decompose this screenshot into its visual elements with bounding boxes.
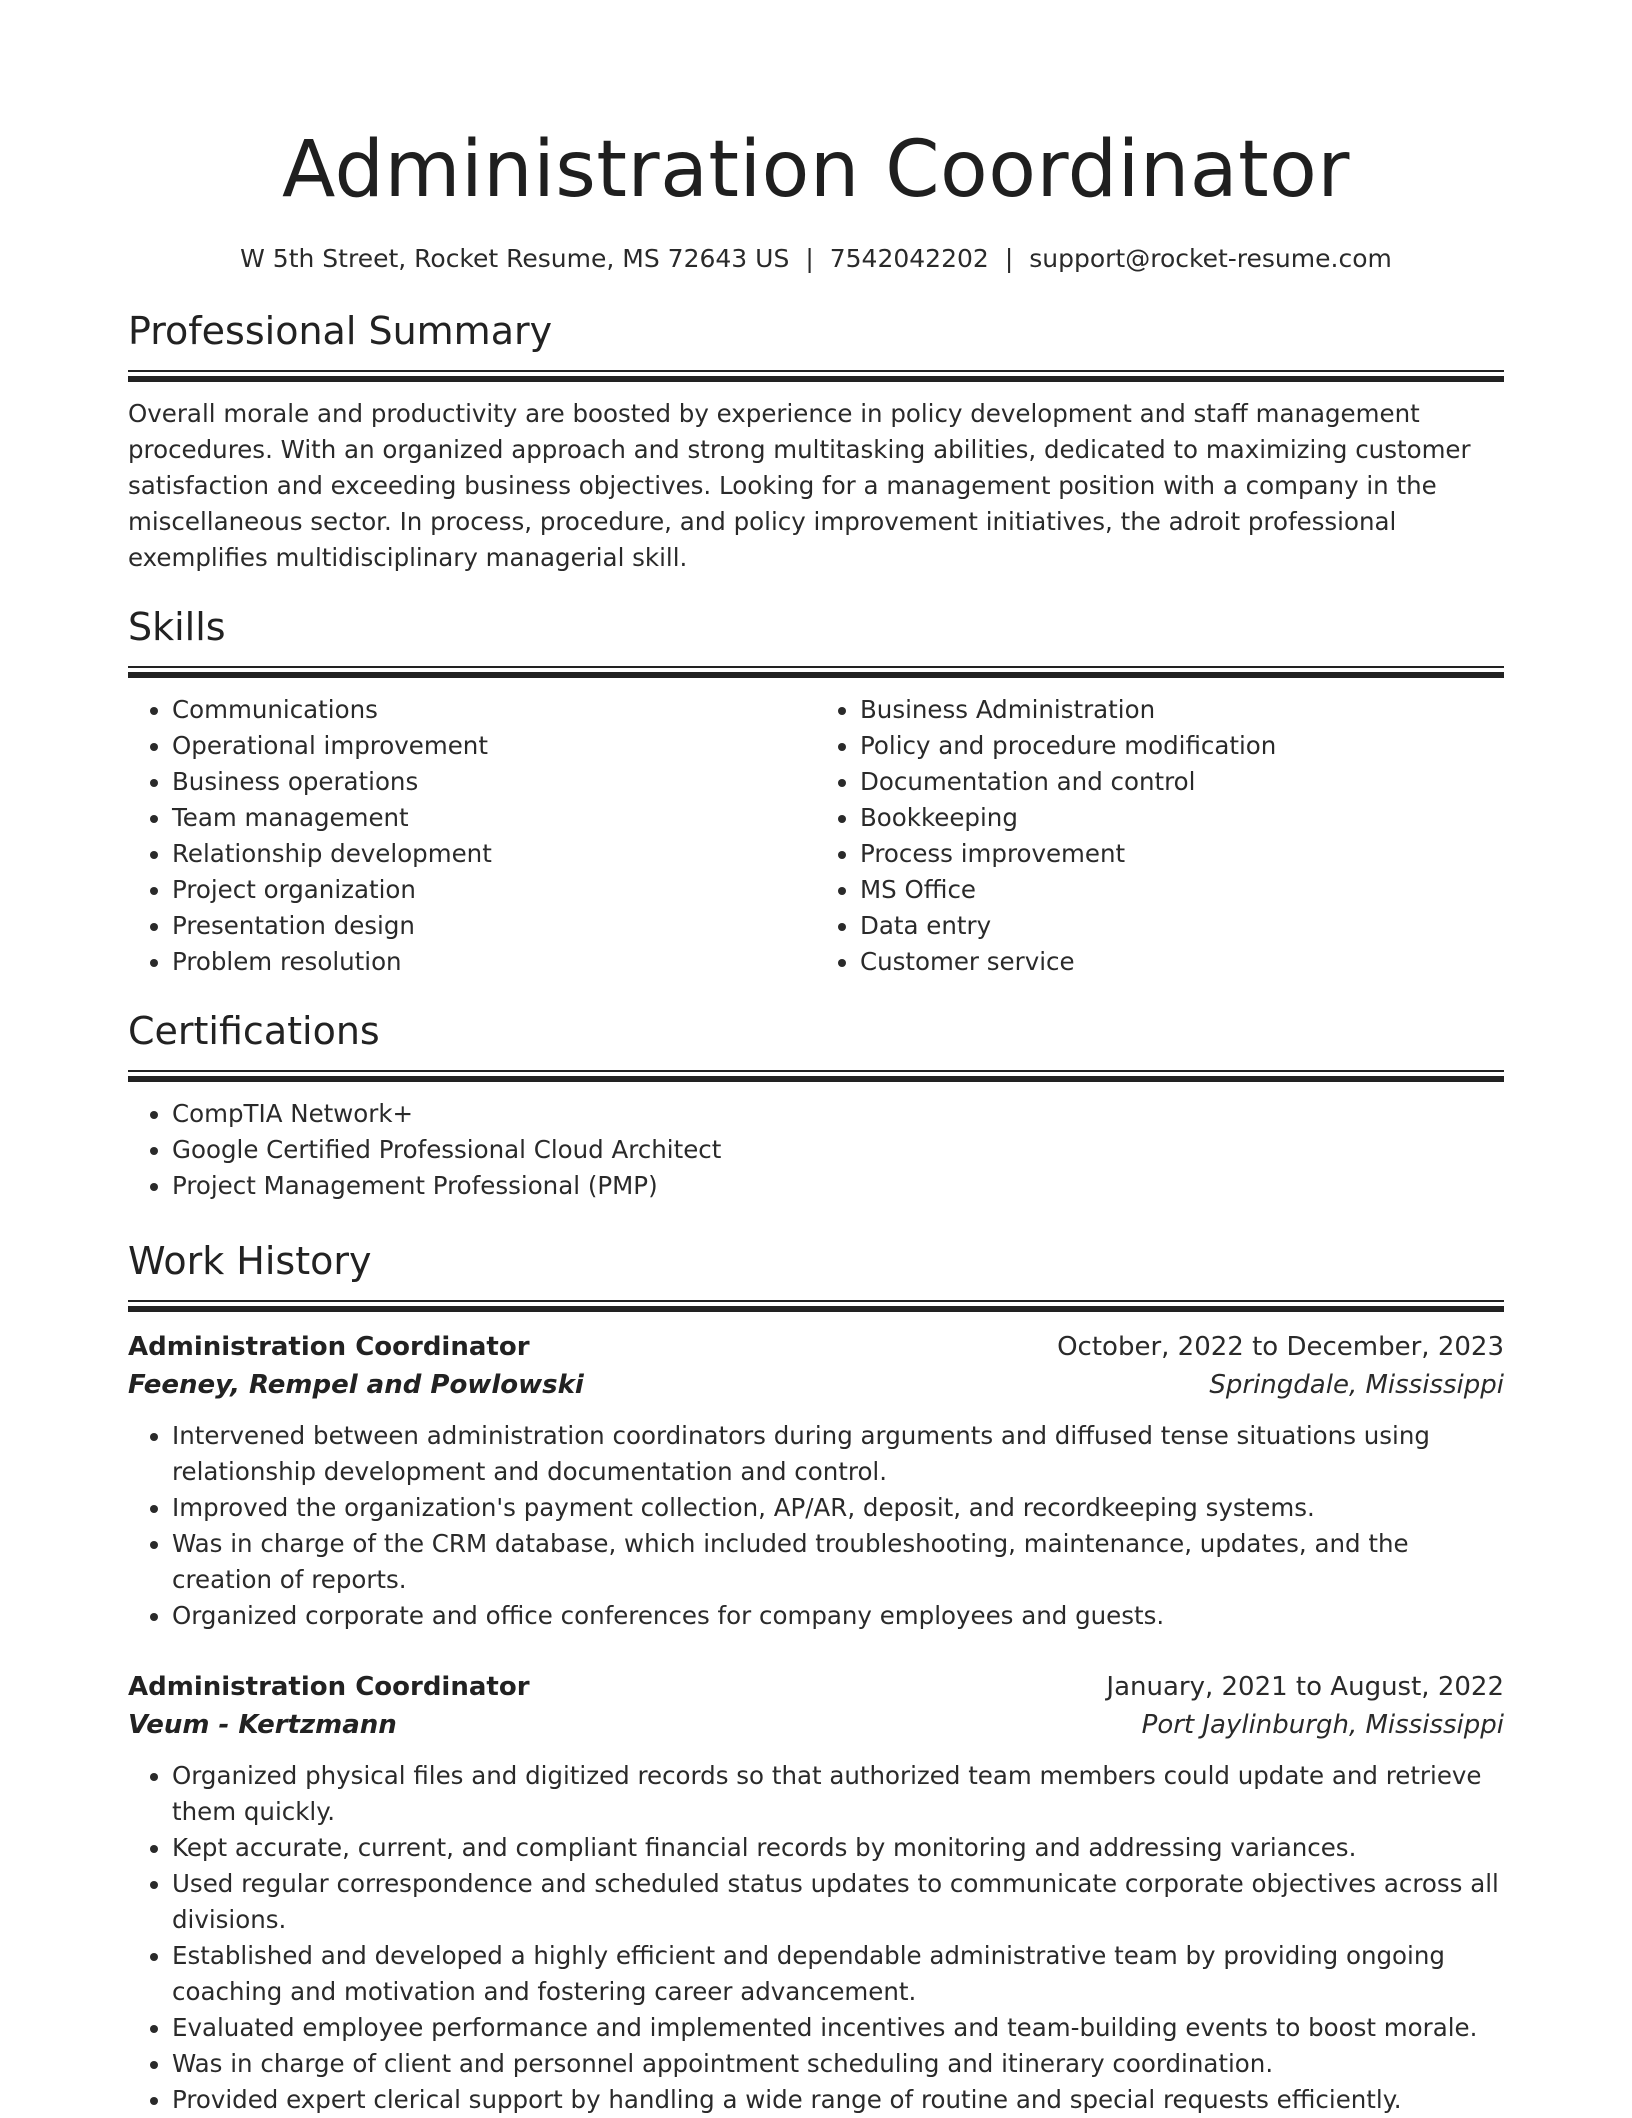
job-company-row xyxy=(128,1706,1504,1744)
section-divider xyxy=(128,666,1504,678)
skill-item: • Business operations xyxy=(172,764,816,800)
contact-address: W 5th Street, Rocket Resume, MS 72643 US xyxy=(240,244,790,273)
section-title-work-history: Work History xyxy=(128,1239,372,1283)
section-divider xyxy=(128,1070,1504,1082)
certifications-section xyxy=(128,1006,1504,1204)
skill-item: • Process improvement xyxy=(860,836,1504,872)
job-header-row xyxy=(128,1668,1504,1706)
skills-list-right xyxy=(816,692,1504,980)
section-title-summary: Professional Summary xyxy=(128,309,553,353)
summary-text: Overall morale and productivity are boosted by experience in policy development and staff management procedures. With an organized approach and strong multitasking abilities, dedicated to maximizing customer satisfaction and exceeding business objectives. Looking for a management position with a company in the miscellaneous sector. In process, procedure, and policy improvement initiatives, the adroit professional exemplifies multidisciplinary managerial skill. xyxy=(128,399,1471,572)
contact-separator: | xyxy=(805,244,814,273)
skill-item: • Business Administration xyxy=(860,692,1504,728)
job-bullet: • Intervened between administration coordinators during arguments and diffused tense situations using relationship development and documentation and control. xyxy=(172,1418,1504,1490)
skill-item: • Team management xyxy=(172,800,816,836)
skill-item: • Policy and procedure modification xyxy=(860,728,1504,764)
contact-line xyxy=(128,242,1504,276)
job-bullet: • Improved the organization's payment collection, AP/AR, deposit, and recordkeeping systems. xyxy=(172,1490,1504,1526)
resume-page xyxy=(128,0,1504,2118)
section-divider xyxy=(128,1300,1504,1312)
job-bullet: • Evaluated employee performance and implemented incentives and team-building events to boost morale. xyxy=(172,2010,1504,2046)
section-title-skills: Skills xyxy=(128,605,226,649)
job-bullet: • Was in charge of the CRM database, which included troubleshooting, maintenance, updates, and the creation of reports. xyxy=(172,1526,1504,1598)
job-location: Port Jaylinburgh, Mississippi xyxy=(1141,1710,1504,1740)
resume-name: Administration Coordinator xyxy=(282,125,1350,215)
skill-item: • MS Office xyxy=(860,872,1504,908)
skill-item: • Project organization xyxy=(172,872,816,908)
job-bullet: • Kept accurate, current, and compliant financial records by monitoring and addressing variances. xyxy=(172,1830,1504,1866)
skill-item: • Documentation and control xyxy=(860,764,1504,800)
job-bullet: • Established and developed a highly efficient and dependable administrative team by providing ongoing coaching and motivation and fostering career advancement. xyxy=(172,1938,1504,2010)
summary-section xyxy=(128,306,1504,576)
certification-item: • Google Certified Professional Cloud Architect xyxy=(172,1132,1504,1168)
job-entry xyxy=(128,1668,1504,2118)
job-dates: January, 2021 to August, 2022 xyxy=(1106,1672,1504,1702)
job-header-row xyxy=(128,1328,1504,1366)
job-bullets xyxy=(128,1418,1504,1634)
job-title: Administration Coordinator xyxy=(128,1672,530,1702)
contact-phone: 7542042202 xyxy=(829,244,989,273)
job-company: Veum - Kertzmann xyxy=(128,1710,397,1740)
job-bullets xyxy=(128,1758,1504,2118)
skills-section xyxy=(128,602,1504,980)
skill-item: • Relationship development xyxy=(172,836,816,872)
job-bullet: • Organized physical files and digitized records so that authorized team members could update and retrieve them quickly. xyxy=(172,1758,1504,1830)
certification-item: • Project Management Professional (PMP) xyxy=(172,1168,1504,1204)
work-history-section xyxy=(128,1236,1504,2118)
certifications-list xyxy=(128,1096,1504,1204)
skill-item: • Bookkeeping xyxy=(860,800,1504,836)
job-location: Springdale, Mississippi xyxy=(1209,1370,1504,1400)
contact-separator: | xyxy=(1004,244,1014,273)
skill-item: • Operational improvement xyxy=(172,728,816,764)
skills-list-left xyxy=(128,692,816,980)
skill-item: • Customer service xyxy=(860,944,1504,980)
skill-item: • Problem resolution xyxy=(172,944,816,980)
job-title: Administration Coordinator xyxy=(128,1332,530,1362)
job-bullet: • Was in charge of client and personnel appointment scheduling and itinerary coordination. xyxy=(172,2046,1504,2082)
job-bullet: • Provided expert clerical support by handling a wide range of routine and special requests efficiently. xyxy=(172,2082,1504,2118)
job-entry xyxy=(128,1328,1504,1634)
skill-item: • Presentation design xyxy=(172,908,816,944)
contact-email: support@rocket-resume.com xyxy=(1029,244,1392,273)
job-company-row xyxy=(128,1366,1504,1404)
skills-grid xyxy=(128,692,1504,980)
certification-item: • CompTIA Network+ xyxy=(172,1096,1504,1132)
job-bullet: • Used regular correspondence and scheduled status updates to communicate corporate objectives across all divisions. xyxy=(172,1866,1504,1938)
skill-item: • Data entry xyxy=(860,908,1504,944)
job-company: Feeney, Rempel and Powlowski xyxy=(128,1370,584,1400)
section-title-certifications: Certifications xyxy=(128,1009,380,1053)
job-bullet: • Organized corporate and office conferences for company employees and guests. xyxy=(172,1598,1504,1634)
section-divider xyxy=(128,370,1504,382)
skill-item: • Communications xyxy=(172,692,816,728)
job-dates: October, 2022 to December, 2023 xyxy=(1057,1332,1504,1362)
